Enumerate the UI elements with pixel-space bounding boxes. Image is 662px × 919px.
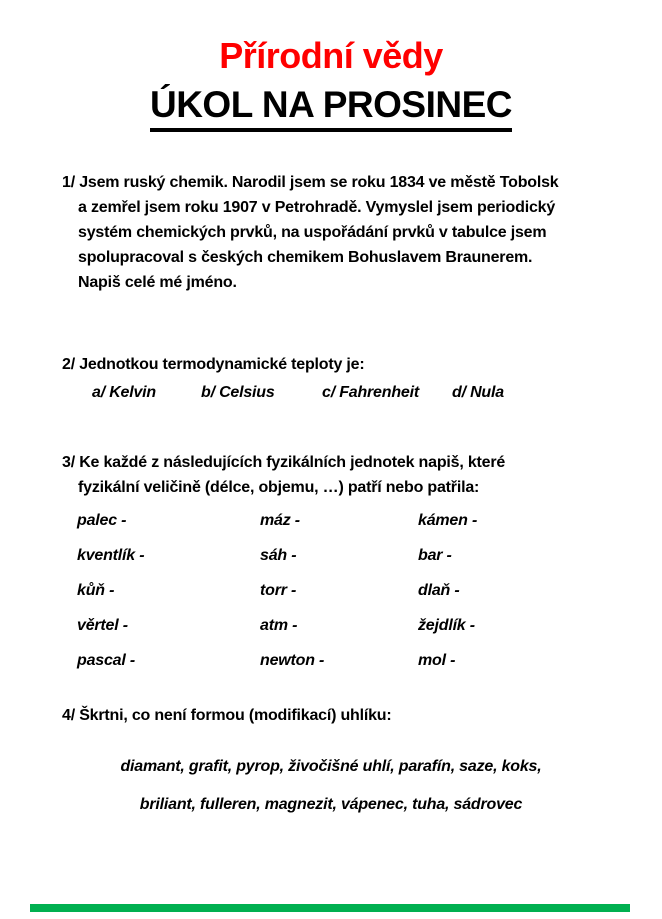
question-1-line-3: systém chemických prvků, na uspořádání prvků v tabulce jsem [78,224,547,241]
unit-bar: bar - [418,547,452,564]
unit-palec: palec - [77,512,127,529]
unit-zejdlik: žejdlík - [418,617,475,634]
option-b-celsius: b/ Celsius [201,384,275,401]
question-1-line-5: Napiš celé mé jméno. [78,274,237,291]
question-1-line-4: spolupracoval s českých chemikem Bohuslavem Braunerem. [78,249,533,266]
unit-dlan: dlaň - [418,582,460,599]
worksheet-subtitle-text: ÚKOL NA PROSINEC [150,84,512,132]
option-d-nula: d/ Nula [452,384,504,401]
question-4-words-line-2: briliant, fulleren, magnezit, vápenec, tuha, sádrovec [139,796,523,813]
unit-newton: newton - [260,652,325,669]
question-4-words-line-1: diamant, grafit, pyrop, živočišné uhlí, parafín, saze, koks, [120,758,542,775]
unit-kventlik: kventlík - [77,547,145,564]
unit-mol: mol - [418,652,456,669]
unit-kamen: kámen - [418,512,478,529]
unit-maz: máz - [260,512,300,529]
unit-vertel: věrtel - [77,617,128,634]
question-3-heading-line-1: 3/ Ke každé z následujících fyzikálních jednotek napiš, které [62,454,506,471]
unit-sah: sáh - [260,547,297,564]
unit-torr: torr - [260,582,297,599]
question-1-line-1: 1/ Jsem ruský chemik. Narodil jsem se roku 1834 ve městě Tobolsk [62,174,559,191]
units-grid [77,512,598,687]
green-divider [30,904,630,912]
unit-kun: kůň - [77,582,115,599]
question-4-heading: 4/ Škrtni, co není formou (modifikací) uhlíku: [62,707,392,724]
question-2-heading: 2/ Jednotkou termodynamické teploty je: [62,356,365,373]
unit-pascal: pascal - [77,652,135,669]
unit-atm: atm - [260,617,298,634]
question-3-heading-line-2: fyzikální veličině (délce, objemu, …) patří nebo patřila: [78,479,480,496]
option-a-kelvin: a/ Kelvin [92,384,157,401]
option-c-fahrenheit: c/ Fahrenheit [322,384,419,401]
question-1-line-2: a zemřel jsem roku 1907 v Petrohradě. Vymyslel jsem periodický [78,199,556,216]
question-2-options [0,384,662,409]
worksheet-title: Přírodní vědy [219,35,443,76]
worksheet-subtitle [0,84,662,132]
question-1 [62,170,592,295]
